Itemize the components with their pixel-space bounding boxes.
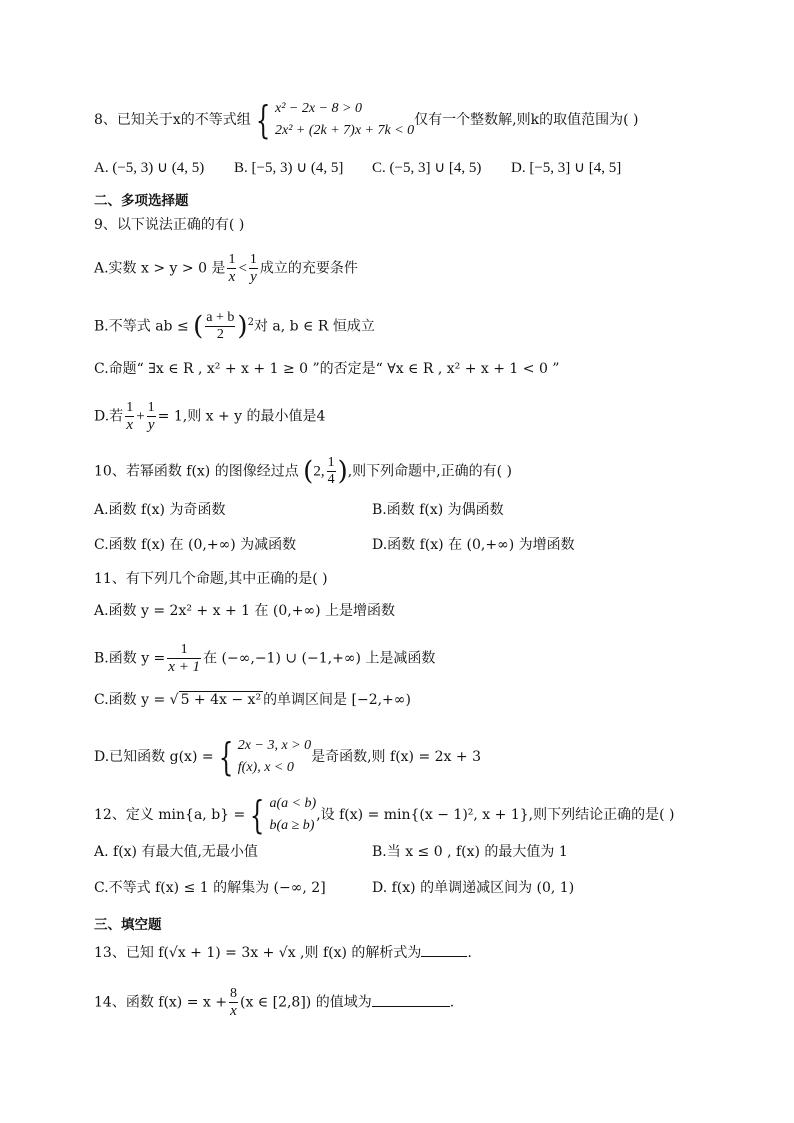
q11-d-row2: f(x), x < 0 xyxy=(237,760,294,775)
fraction-1-over-x-plus-1: $\frac{1}{x + 1}$ xyxy=(168,642,201,675)
q11-b-suf: 在 (−∞,−1) ∪ (−1,+∞) 上是减函数 xyxy=(203,650,436,667)
q8-row1: x² − 2x − 8 > 0 xyxy=(275,101,362,116)
q11-option-d xyxy=(94,735,481,779)
q12-option-c: C.不等式 f(x) ≤ 1 的解集为 (−∞, 2] xyxy=(94,880,326,896)
q9-d-suf: = 1,则 x + y 的最小值是4 xyxy=(157,408,326,425)
q14-pre: 14、函数 f(x) = x + xyxy=(94,994,227,1011)
q8-option-a: A. (−5, 3) ∪ (4, 5) xyxy=(94,160,205,176)
fraction-1-over-x: $\frac{1}{x}$ xyxy=(228,252,236,285)
q12-option-b: B.当 x ≤ 0 , f(x) 的最大值为 1 xyxy=(372,844,568,860)
q10-stem-pre: 10、若幂函数 f(x) 的图像经过点 xyxy=(94,463,299,480)
q9-b-suf: 对 a, b ∈ R 恒成立 xyxy=(253,318,375,335)
q9-a-suf: 成立的充要条件 xyxy=(259,260,358,277)
q9-option-b: B.不等式 ab ≤ ( $\frac{a + b}{2}$ )$^2$对 a, b ∈ R 恒成立 xyxy=(94,310,375,342)
q10-option-d: D.函数 f(x) 在 (0,+∞) 为增函数 xyxy=(372,537,575,553)
q14 xyxy=(94,986,454,1019)
q8-row2: 2x² + (2k + 7)x + 7k < 0 xyxy=(275,123,415,138)
q9-option-a: A.实数 x > y > 0 是 $\frac{1}{x}$ < $\frac{1}{y}$ 成立的充要条件 xyxy=(94,252,358,285)
q10-stem-suf: ,则下列命题中,正确的有( ) xyxy=(347,463,513,480)
fraction-1-over-y: $\frac{1}{y}$ xyxy=(147,400,155,433)
q9-stem: 9、以下说法正确的有( ) xyxy=(94,217,245,233)
q11-c-suf: 的单调区间是 [−2,+∞) xyxy=(263,692,411,708)
q9-option-d: D.若 $\frac{1}{x}$ + $\frac{1}{y}$ = 1,则 x + y 的最小值是4 xyxy=(94,400,326,433)
fraction-a-plus-b-over-2: $\frac{a + b}{2}$ xyxy=(206,310,235,342)
q12-stem-pre: 12、定义 min{a, b} = xyxy=(94,807,246,823)
q8-option-c: C. (−5, 3] ∪ [4, 5) xyxy=(372,160,482,176)
q14-mid: (x ∈ [2,8]) 的值域为 xyxy=(239,994,372,1011)
q11-stem: 11、有下列几个命题,其中正确的是( ) xyxy=(94,571,328,587)
q10-option-a: A.函数 f(x) 为奇函数 xyxy=(94,502,226,518)
q10-stem: 10、若幂函数 f(x) 的图像经过点 (2, $\frac{1}{4}$ ),则下列命题中,正确的有( ) xyxy=(94,455,513,487)
fraction-1-over-x: $\frac{1}{x}$ xyxy=(126,400,134,433)
square-exponent: 2 xyxy=(247,316,254,328)
section-fill-in-blank: 三、填空题 xyxy=(94,917,162,933)
q9-a-pre: A.实数 x > y > 0 是 xyxy=(94,260,226,277)
q8-option-b: B. [−5, 3) ∪ (4, 5] xyxy=(234,160,344,176)
q11-d-pre: D.已知函数 g(x) = xyxy=(94,749,214,765)
q13-text: 13、已知 f(√x + 1) = 3x + √x ,则 f(x) 的解析式为 xyxy=(94,945,422,961)
section-multiple-choice: 二、多项选择题 xyxy=(94,193,189,209)
q12-row1: a(a < b) xyxy=(269,796,317,811)
q11-c-pre: C.函数 y = √ xyxy=(94,692,179,708)
q12-option-d: D. f(x) 的单调递减区间为 (0, 1) xyxy=(372,880,575,896)
q12-system xyxy=(245,793,316,837)
answer-blank[interactable] xyxy=(372,992,450,1007)
point-x: 2, xyxy=(313,463,325,480)
left-brace-icon: { xyxy=(255,98,271,142)
q9-b-pre: B.不等式 ab ≤ xyxy=(94,318,189,335)
fraction-1-over-y: $\frac{1}{y}$ xyxy=(249,252,257,285)
q13-end: . xyxy=(467,945,472,961)
fraction-1-over-4: $\frac{1}{4}$ xyxy=(327,455,335,487)
q12-stem-suf: ,设 f(x) = min{(x − 1)², x + 1},则下列结论正确的是( ) xyxy=(316,807,675,823)
q9-d-pre: D.若 xyxy=(94,408,124,425)
left-brace-icon: { xyxy=(250,793,265,837)
q8-prefix: 8、已知关于x的不等式组 xyxy=(94,112,251,128)
q11-option-b xyxy=(94,642,435,675)
q13 xyxy=(94,942,472,963)
q8-suffix: 仅有一个整数解,则k的取值范围为( ) xyxy=(414,112,639,128)
q8-option-d: D. [−5, 3] ∪ [4, 5] xyxy=(511,160,622,176)
q11-d-suf: 是奇函数,则 f(x) = 2x + 3 xyxy=(311,749,481,765)
q10-option-c: C.函数 f(x) 在 (0,+∞) 为减函数 xyxy=(94,537,297,553)
q14-end: . xyxy=(449,994,455,1011)
fraction-8-over-x: $\frac{8}{x}$ xyxy=(229,986,237,1019)
left-brace-icon: { xyxy=(218,735,233,779)
q8-system xyxy=(251,98,414,142)
q11-d-system xyxy=(214,735,312,779)
q11-d-row1: 2x − 3, x > 0 xyxy=(237,738,312,753)
answer-blank[interactable] xyxy=(421,942,467,957)
q11-b-pre: B.函数 y = xyxy=(94,650,166,667)
q9-option-c: C.命题“ ∃x ∈ R , x² + x + 1 ≥ 0 ”的否定是“ ∀x ∈ R , x² + x + 1 < 0 ” xyxy=(94,361,560,377)
q11-option-a: A.函数 y = 2x² + x + 1 在 (0,+∞) 上是增函数 xyxy=(94,603,396,619)
q12-row2: b(a ≥ b) xyxy=(269,818,315,833)
q12-stem xyxy=(94,793,674,837)
q8-stem xyxy=(94,98,638,142)
q12-option-a: A. f(x) 有最大值,无最小值 xyxy=(94,844,258,860)
q10-option-b: B.函数 f(x) 为偶函数 xyxy=(372,502,504,518)
q11-option-c xyxy=(94,690,411,710)
radicand: 5 + 4x − x² xyxy=(180,692,262,708)
